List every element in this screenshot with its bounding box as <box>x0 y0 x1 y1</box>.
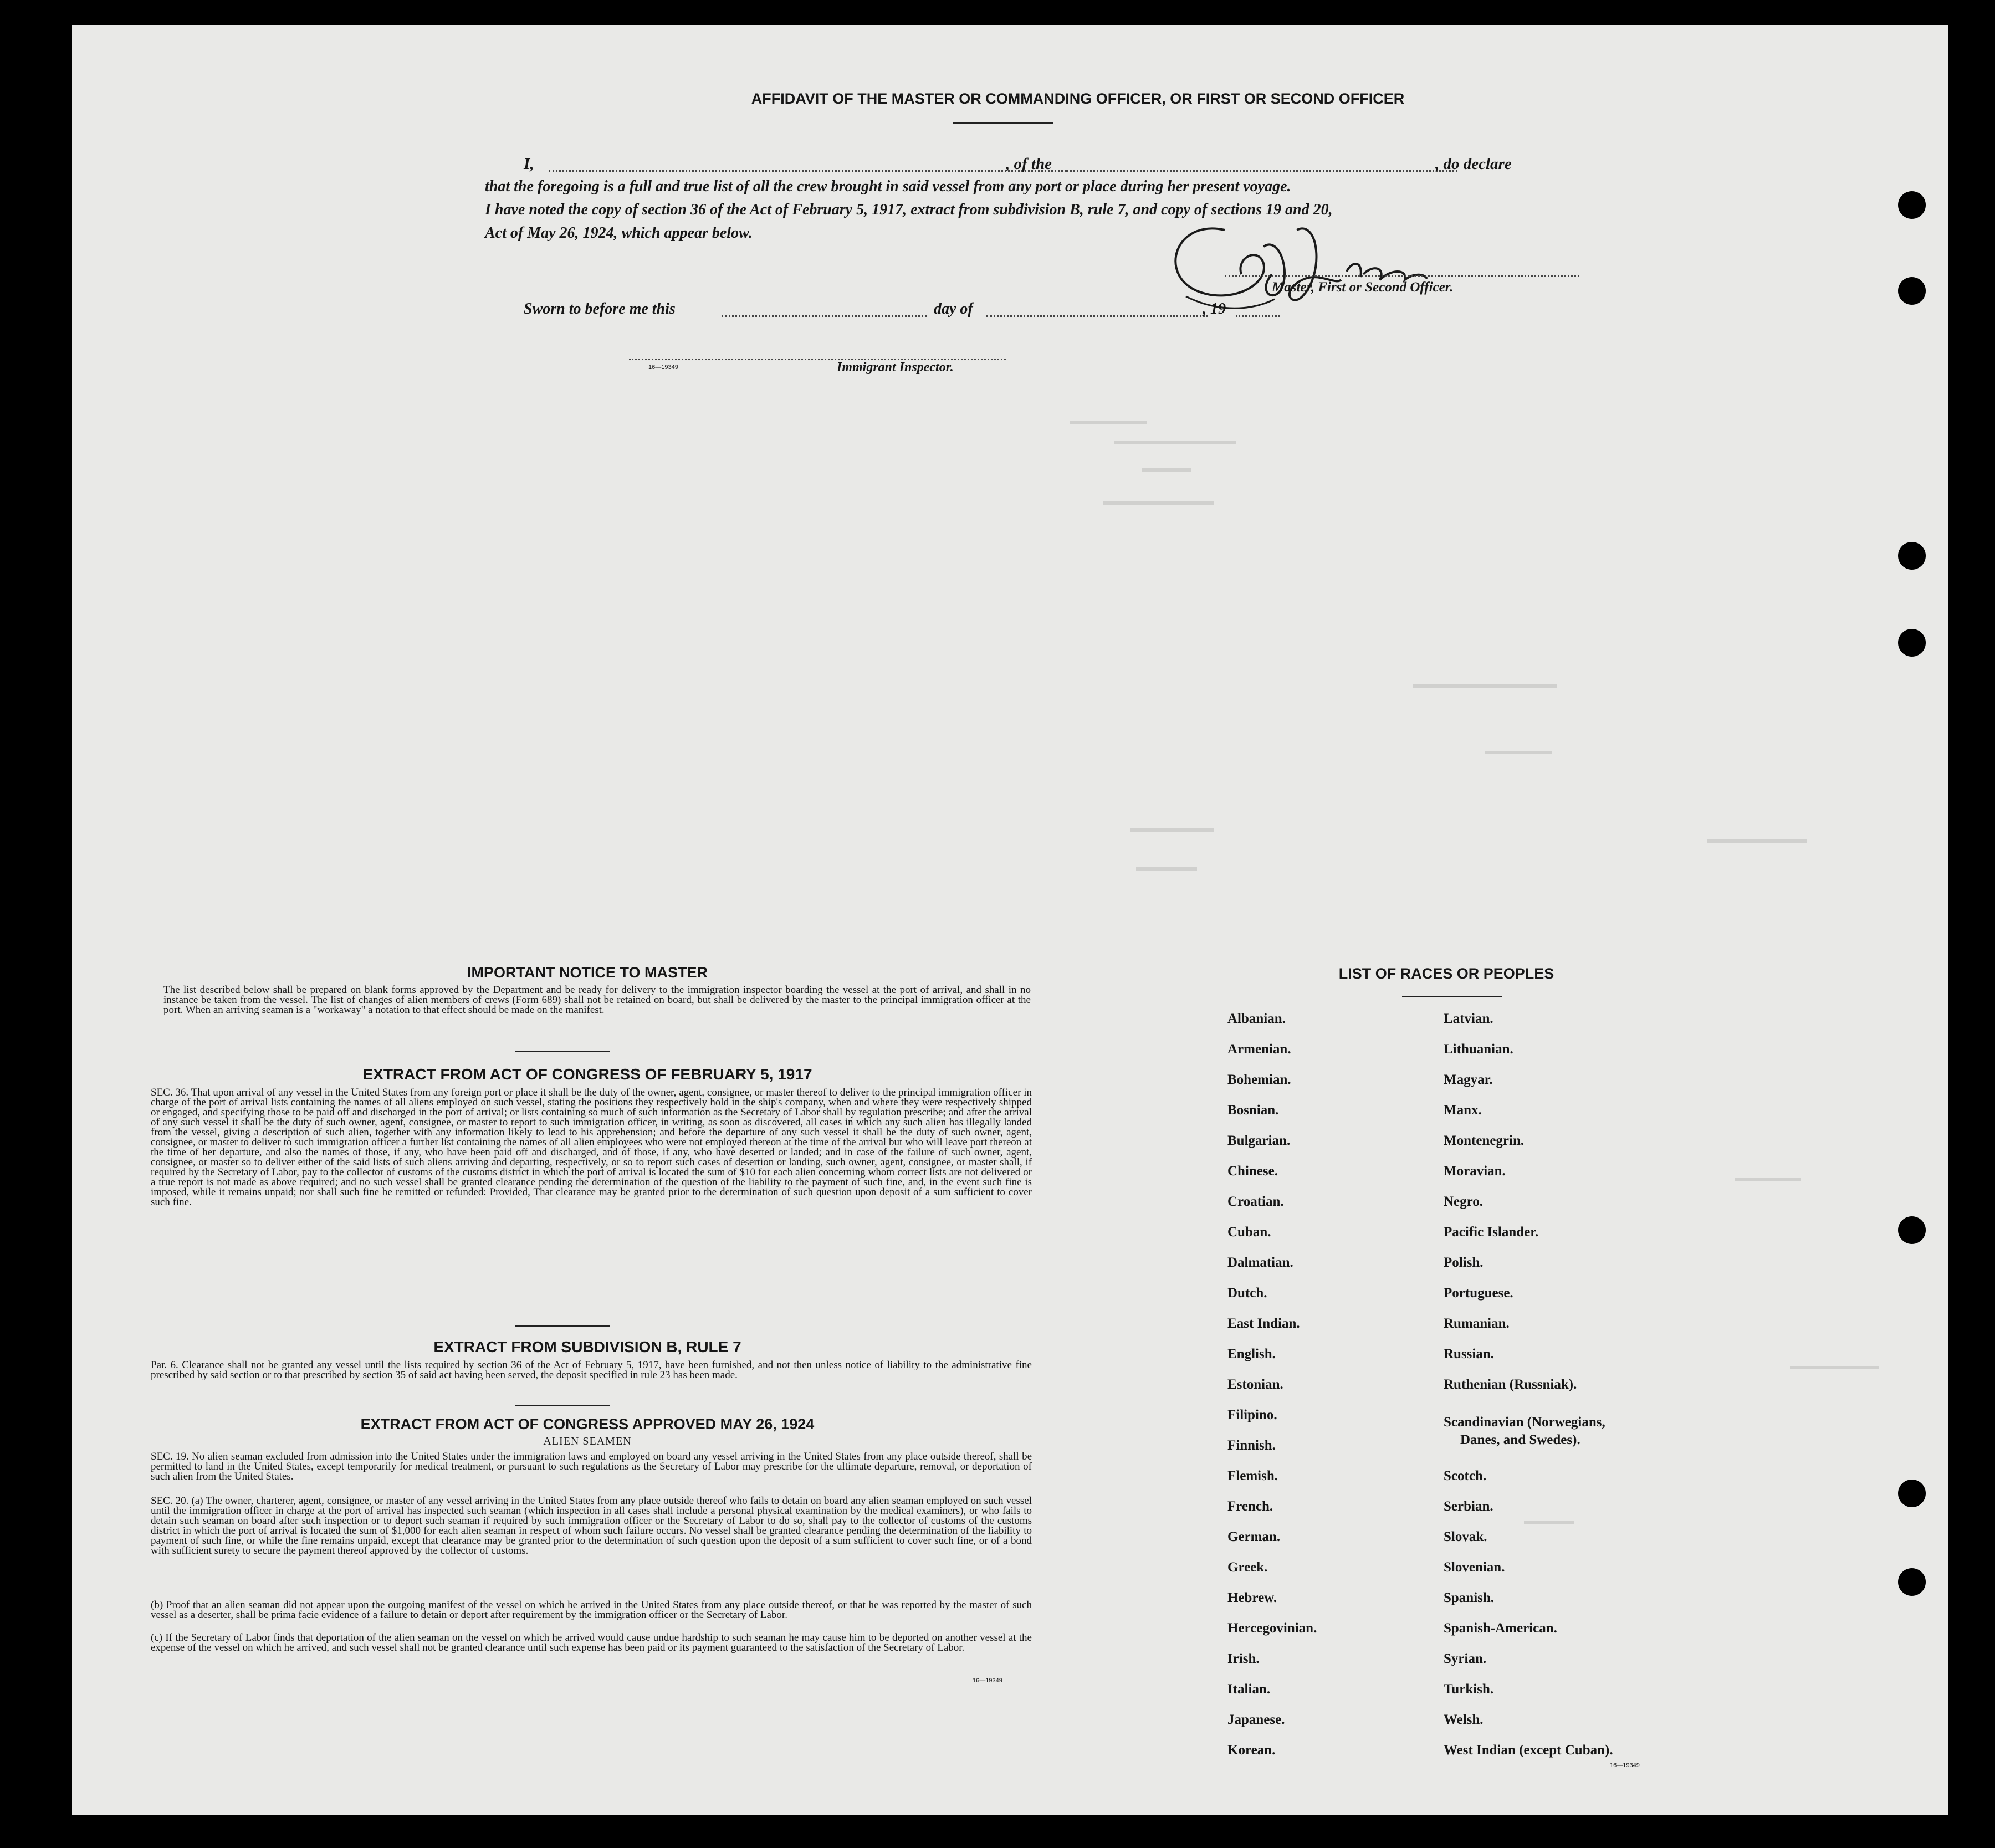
race-item: Spanish-American. <box>1444 1621 1557 1636</box>
race-item: Polish. <box>1444 1255 1484 1270</box>
race-item: Filipino. <box>1227 1407 1277 1422</box>
race-item: Albanian. <box>1227 1011 1286 1026</box>
extract-1924-sec20c: (c) If the Secretary of Labor finds that deportation of the alien seaman on the vessel on which he arrived would cause undue hardship to such seaman he may cause him to be deported on another vessel at the expense of the vessel on which he arrived, and such vessel shall not be granted clearance until such expense has been paid or its payment guaranteed to the satisfaction of the Secretary of Labor. <box>151 1632 1032 1654</box>
race-item: Turkish. <box>1444 1682 1494 1697</box>
race-item: Korean. <box>1227 1743 1276 1758</box>
binder-hole <box>1898 1480 1926 1507</box>
race-item: Moravian. <box>1444 1164 1506 1179</box>
race-item: Magyar. <box>1444 1072 1493 1087</box>
race-item: Dutch. <box>1227 1286 1267 1301</box>
affidavit-i-label: I, <box>524 155 534 173</box>
race-item: Syrian. <box>1444 1651 1487 1666</box>
race-item: Spanish. <box>1444 1590 1495 1605</box>
binder-hole <box>1898 542 1926 570</box>
binder-hole <box>1898 191 1926 219</box>
extract-1924-title: EXTRACT FROM ACT OF CONGRESS APPROVED MAY 26, 1924 <box>360 1416 815 1432</box>
extract-1924-subtitle: ALIEN SEAMEN <box>543 1435 632 1447</box>
affidavit-of-the: , of the <box>1006 155 1052 173</box>
race-item: Irish. <box>1227 1651 1260 1666</box>
extract-1917-body: SEC. 36. That upon arrival of any vessel in the United States from any foreign port or place it shall be the duty of the owner, agent, consignee, or master thereof to deliver to the principal immigration officer in charge of the port of arrival lists containing the names of all aliens employed on such vessel, stating the positions they respectively hold in the ship's company, when and where they were respectively shipped or engaged, and specifying those to be paid off and discharged in the port of arrival; or lists containing so much of such information as the Secretary of Labor shall by regulation prescribe; and after the arrival of any such vessel it shall be the duty of such owner, agent, consignee, or master to report to such immigration officer, in writing, as soon as discovered, all cases in which any such alien has illegally landed from the vessel, giving a description of such alien, together with any information likely to lead to his apprehension; and before the departure of any such vessel it shall be the duty of such owner, agent, consignee, or master to deliver to such immigration officer a further list containing the names of all alien employees who were not employed thereon at the time of the arrival but who will leave port thereon at the time of her departure, and also the names of those, if any, who have been paid off and discharged, and of those, if any, who have deserted or landed; and in case of the failure of such owner, agent, consignee, or master so to deliver either of the said lists of such aliens arriving and departing, respectively, or so to report such cases of desertion or landing, such owner, agent, consignee, or master shall, if required by the Secretary of Labor, pay to the collector of customs of the customs district in which the port of arrival is located the sum of $10 for each alien concerning whom correct lists are not delivered or a true report is not made as above required; and no such vessel shall be granted clearance pending the determination of the question of the liability to the payment of such fine, and, in the event such fine is imposed, while it remains unpaid; nor shall such fine be remitted or refunded: Provided, That clearance may be granted prior to the determination of such question upon deposit of a sum sufficient to cover such fine. <box>151 1087 1032 1208</box>
races-divider <box>1402 996 1502 997</box>
race-item: English. <box>1227 1347 1276 1361</box>
sworn-blank-line <box>722 315 927 317</box>
race-item: Dalmatian. <box>1227 1255 1293 1270</box>
extract-1924-sec20b: (b) Proof that an alien seaman did not appear upon the outgoing manifest of the vessel on which he arrived in the United States from any place outside thereof, or that he was reported by the master of such vessel as a deserter, shall be prima facie evidence of a failure to detain or deport after requirement by the immigration officer or the Secretary of Labor. <box>151 1599 1032 1621</box>
race-item: East Indian. <box>1227 1316 1300 1331</box>
form-number-bottom-right: 16—19349 <box>1610 1762 1640 1769</box>
races-title: LIST OF RACES OR PEOPLES <box>1338 965 1554 982</box>
race-item: Danes, and Swedes). <box>1460 1432 1580 1447</box>
race-item: Negro. <box>1444 1194 1484 1209</box>
inspector-label: Immigrant Inspector. <box>837 360 954 375</box>
race-item: Slovak. <box>1444 1529 1487 1544</box>
affidavit-line-3: I have noted the copy of section 36 of the Act of February 5, 1917, extract from subdivision B, rule 7, and copy of sections 19 and 20, <box>485 201 1333 218</box>
race-item: Bosnian. <box>1227 1103 1279 1118</box>
race-item: Montenegrin. <box>1444 1133 1525 1148</box>
race-item: Ruthenian (Russniak). <box>1444 1377 1577 1392</box>
race-item: Japanese. <box>1227 1712 1285 1727</box>
affidavit-title: AFFIDAVIT OF THE MASTER OR COMMANDING OFFICER, OR FIRST OR SECOND OFFICER <box>751 90 1405 107</box>
affidavit-line-2: that the foregoing is a full and true list of all the crew brought in said vessel from any port or place during her present voyage. <box>485 178 1291 195</box>
extract-1917-divider <box>515 1325 610 1327</box>
race-item: Pacific Islander. <box>1444 1225 1539 1240</box>
subdivision-b-body: Par. 6. Clearance shall not be granted any vessel until the lists required by section 36 of the Act of February 5, 1917, have been furnished, and not then unless notice of liability to the administrative fine prescribed by said section or to that prescribed by section 35 of said act having been served, the deposit specified in rule 23 has been made. <box>151 1359 1032 1381</box>
notice-title: IMPORTANT NOTICE TO MASTER <box>467 964 708 981</box>
race-item: Serbian. <box>1444 1499 1493 1514</box>
notice-body: The list described below shall be prepared on blank forms approved by the Department and be ready for delivery to the immigration inspector boarding the vessel at the port of arrival, and shall in no instance be taken from the vessel. The list of changes of alien members of crews (Form 689) shall not be retained on board, but shall be delivered by the master to the principal immigration officer at the port. When an arriving seaman is a "workaway" a notation to that effect should be made on the manifest. <box>163 984 1031 1016</box>
signature-caption: Master, First or Second Officer. <box>1272 280 1454 295</box>
race-item: Bulgarian. <box>1227 1133 1291 1148</box>
race-item: Cuban. <box>1227 1225 1271 1240</box>
race-item: Lithuanian. <box>1444 1042 1513 1057</box>
day-of-label: day of <box>934 300 973 318</box>
year-blank-line <box>1236 315 1280 317</box>
name-blank-line <box>549 170 1067 172</box>
race-item: Greek. <box>1227 1560 1268 1575</box>
race-item: Croatian. <box>1227 1194 1284 1209</box>
race-item: Manx. <box>1444 1103 1482 1118</box>
binder-hole <box>1898 1568 1926 1596</box>
title-divider <box>953 122 1053 124</box>
affidavit-do-declare: , do declare <box>1435 155 1512 173</box>
race-item: Latvian. <box>1444 1011 1493 1026</box>
subdivision-b-title: EXTRACT FROM SUBDIVISION B, RULE 7 <box>433 1338 741 1355</box>
vessel-blank-line <box>1067 170 1457 172</box>
race-item: Armenian. <box>1227 1042 1291 1057</box>
race-item: West Indian (except Cuban). <box>1444 1743 1613 1758</box>
race-item: Italian. <box>1227 1682 1271 1697</box>
affidavit-line-4: Act of May 26, 1924, which appear below. <box>485 224 753 242</box>
race-item: Rumanian. <box>1444 1316 1510 1331</box>
race-item: Hebrew. <box>1227 1590 1277 1605</box>
race-item: Hercegovinian. <box>1227 1621 1317 1636</box>
race-item: Slovenian. <box>1444 1560 1505 1575</box>
extract-1917-title: EXTRACT FROM ACT OF CONGRESS OF FEBRUARY 5, 1917 <box>362 1066 812 1083</box>
form-number-bottom-left: 16—19349 <box>973 1677 1002 1684</box>
race-item: Scotch. <box>1444 1468 1487 1483</box>
form-number-top: 16—19349 <box>648 364 678 371</box>
binder-hole <box>1898 277 1926 305</box>
race-item: Flemish. <box>1227 1468 1278 1483</box>
extract-1924-sec19: SEC. 19. No alien seaman excluded from admission into the United States under the immigration laws and employed on board any vessel arriving in the United States from any place outside thereof, shall be permitted to land in the United States, except temporarily for medical treatment, or pursuant to such regulations as the Secretary of Labor may prescribe for the ultimate departure, removal, or deportation of such alien from the United States. <box>151 1451 1032 1482</box>
subdivision-b-divider <box>515 1405 610 1406</box>
race-item: Portuguese. <box>1444 1286 1513 1301</box>
race-item: Estonian. <box>1227 1377 1283 1392</box>
race-item: French. <box>1227 1499 1273 1514</box>
race-item: Scandinavian (Norwegians, <box>1444 1415 1605 1430</box>
race-item: Russian. <box>1444 1347 1495 1361</box>
binder-hole <box>1898 629 1926 657</box>
race-item: Finnish. <box>1227 1438 1276 1453</box>
notice-divider <box>515 1051 610 1052</box>
race-item: Bohemian. <box>1227 1072 1291 1087</box>
sworn-label: Sworn to before me this <box>524 300 676 318</box>
day-blank-line <box>986 315 1208 317</box>
document-page <box>72 25 1948 1815</box>
race-item: Chinese. <box>1227 1164 1278 1179</box>
extract-1924-sec20a: SEC. 20. (a) The owner, charterer, agent, consignee, or master of any vessel arriving in the United States from any place outside thereof who fails to detain on board any alien seaman employed on such vessel until the immigration officer in charge at the port of arrival has inspected such seaman (which inspection in all cases shall include a personal physical examination by the medical examiners), or who fails to detain such seaman on board after such inspection or to deport such seaman if required by such immigration officer or the Secretary of Labor to do so, shall pay to the collector of customs of the customs district in which the port of arrival is located the sum of $1,000 for each alien seaman in respect of whom such failure occurs. No vessel shall be granted clearance pending the determination of the liability to payment of such fine, or while the fine remains unpaid, except that clearance may be granted prior to the determination of such question upon the deposit of a sum sufficient to cover such fine, or of a bond with sufficient surety to secure the payment thereof approved by the collector of customs. <box>151 1495 1032 1557</box>
race-item: Welsh. <box>1444 1712 1484 1727</box>
signature-line <box>1225 275 1579 277</box>
race-item: German. <box>1227 1529 1281 1544</box>
binder-hole <box>1898 1216 1926 1244</box>
year-label: , 19 <box>1203 300 1226 318</box>
